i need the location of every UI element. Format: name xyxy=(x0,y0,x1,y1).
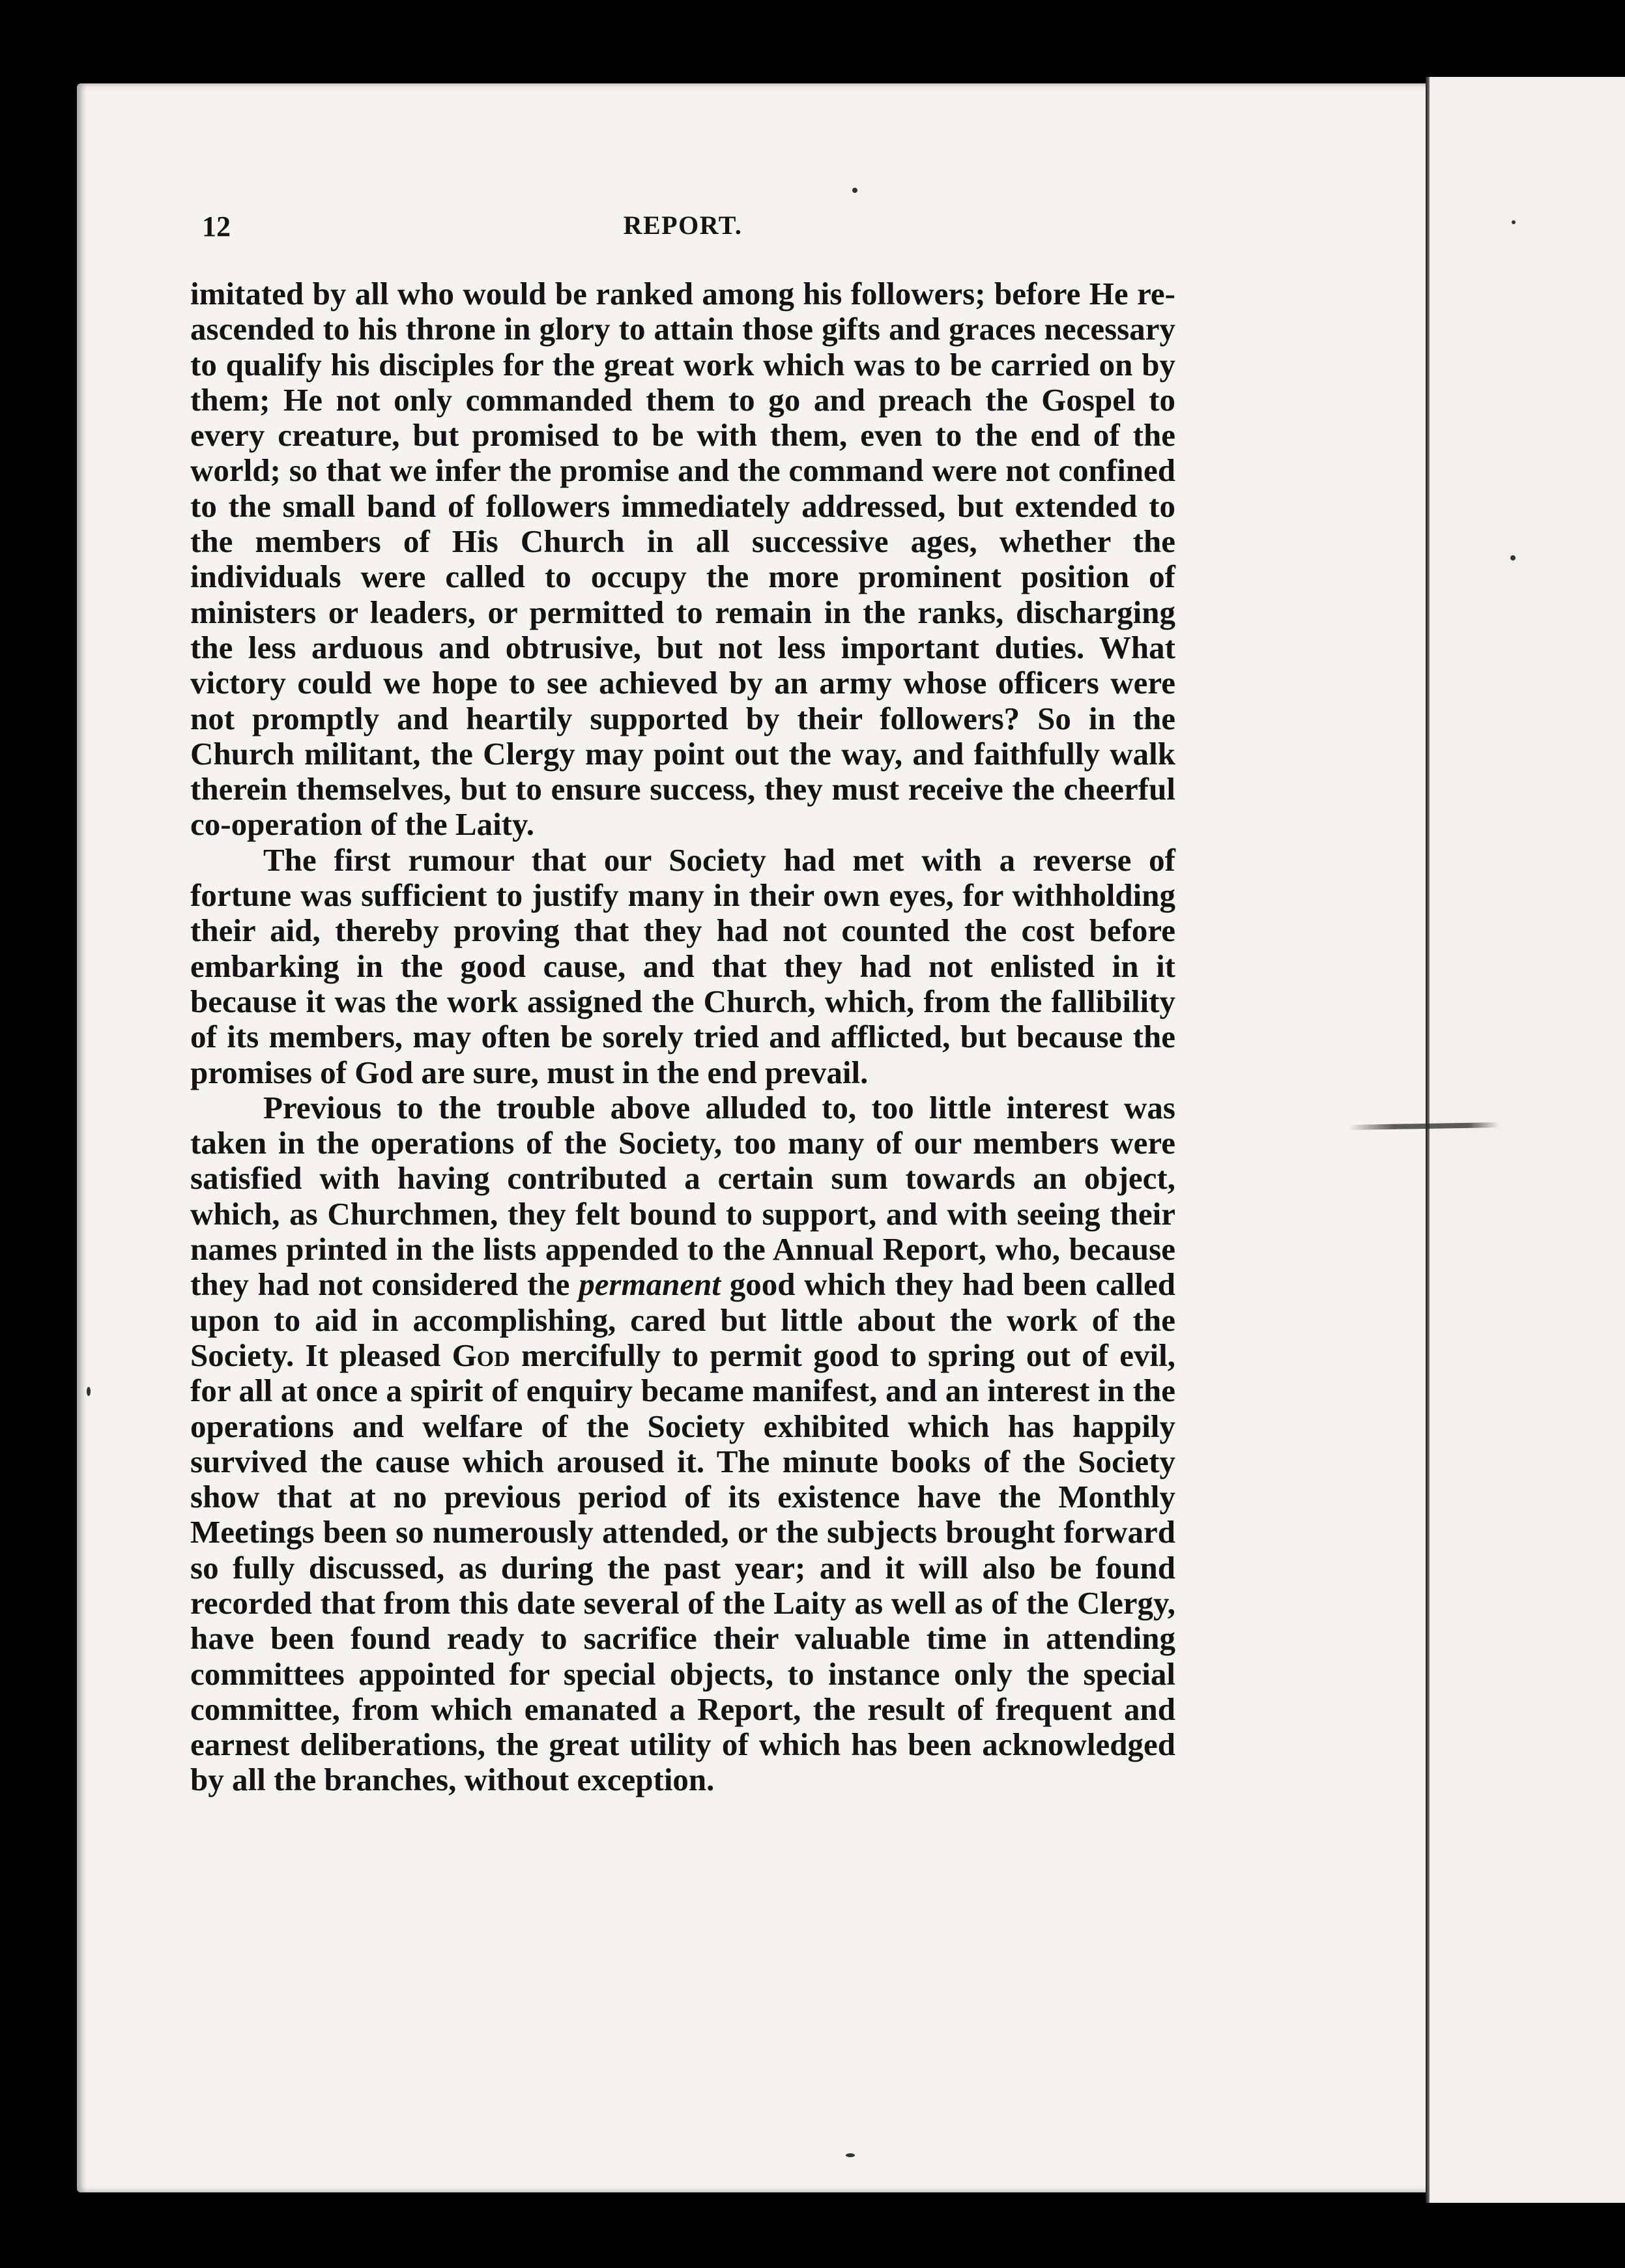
paragraph-text: good which they had been called upon to aid in accomplishing, cared but little about the work of the Society. It pleased xyxy=(190,1266,1175,1373)
speck-mark xyxy=(87,1387,91,1396)
running-head: REPORT. xyxy=(623,211,743,240)
paragraph: The first rumour that our Society had met with a reverse of fortune was sufficient to justify many in their own eyes, for withholding their aid, thereby proving that they had not counted the cost before embarking in the good cause, and that they had not enlisted in it because it was the work assigned the Church, which, from the fallibility of its members, may often be sorely tried and afflicted, but because the promises of God are sure, must in the end prevail. xyxy=(190,841,1175,1090)
speck-mark xyxy=(852,188,857,193)
body-text xyxy=(190,276,1175,1798)
paragraph-text: mercifully to permit good to spring out of evil, for all at once a spirit of enquiry became manifest, and an interest in the operations and welfare of the Society exhibited which has happily survived the cause which aroused it. The minute books of the Society show that at no previous period of its existence have the Monthly Meetings been so numerously attended, or the subjects brought forward so fully discussed, as during the past year; and it will also be found recorded that from this date several of the Laity as well as of the Clergy, have been found ready to sacrifice their valuable time in attending committees appointed for special objects, to instance only the special committee, from which emanated a Report, the result of frequent and earnest deliberations, the great utility of which has been acknowledged by all the branches, without exception. xyxy=(190,1337,1175,1798)
emphasized-word: permanent xyxy=(579,1266,721,1303)
paragraph: imitated by all who would be ranked among his followers; before He re-ascended to his throne in glory to attain those gifts and graces necessary to qualify his disciples for the great work which was to be carried on by them; He not only commanded them to go and preach the Gospel to every creature, but promised to be with them, even to the end of the world; so that we infer the promise and the command were not confined to the small band of followers immediately addressed, but extended to the members of His Church in all successive ages, whether the individuals were called to occupy the more prominent position of ministers or leaders, or permitted to remain in the ranks, discharging the less arduous and obtrusive, but not less important duties. What victory could we hope to see achieved by an army whose officers were not promptly and heartily supported by their followers? So in the Church militant, the Clergy may point out the way, and faithfully walk therein themselves, but to ensure success, they must receive the cheerful co-operation of the Laity. xyxy=(190,276,1175,843)
page-content xyxy=(190,207,1175,1798)
page-number: 12 xyxy=(202,211,231,242)
page-header xyxy=(190,207,1175,254)
speck-mark xyxy=(1510,555,1516,560)
small-caps-word: God xyxy=(452,1337,510,1373)
paragraph-text: Previous to the trouble above alluded to, too little interest was taken in the operations of the Society, too many of our members were satisfied with having contributed a certain sum towards an object, which, as Churchmen, they felt bound to support, and with seeing their names printed in the lists appended to the Annual Report, who, because they had not considered the xyxy=(190,1089,1175,1303)
paragraph xyxy=(190,1090,1175,1798)
speck-mark xyxy=(846,2153,855,2157)
facing-page-edge xyxy=(1430,77,1625,2203)
speck-mark xyxy=(1512,220,1516,224)
